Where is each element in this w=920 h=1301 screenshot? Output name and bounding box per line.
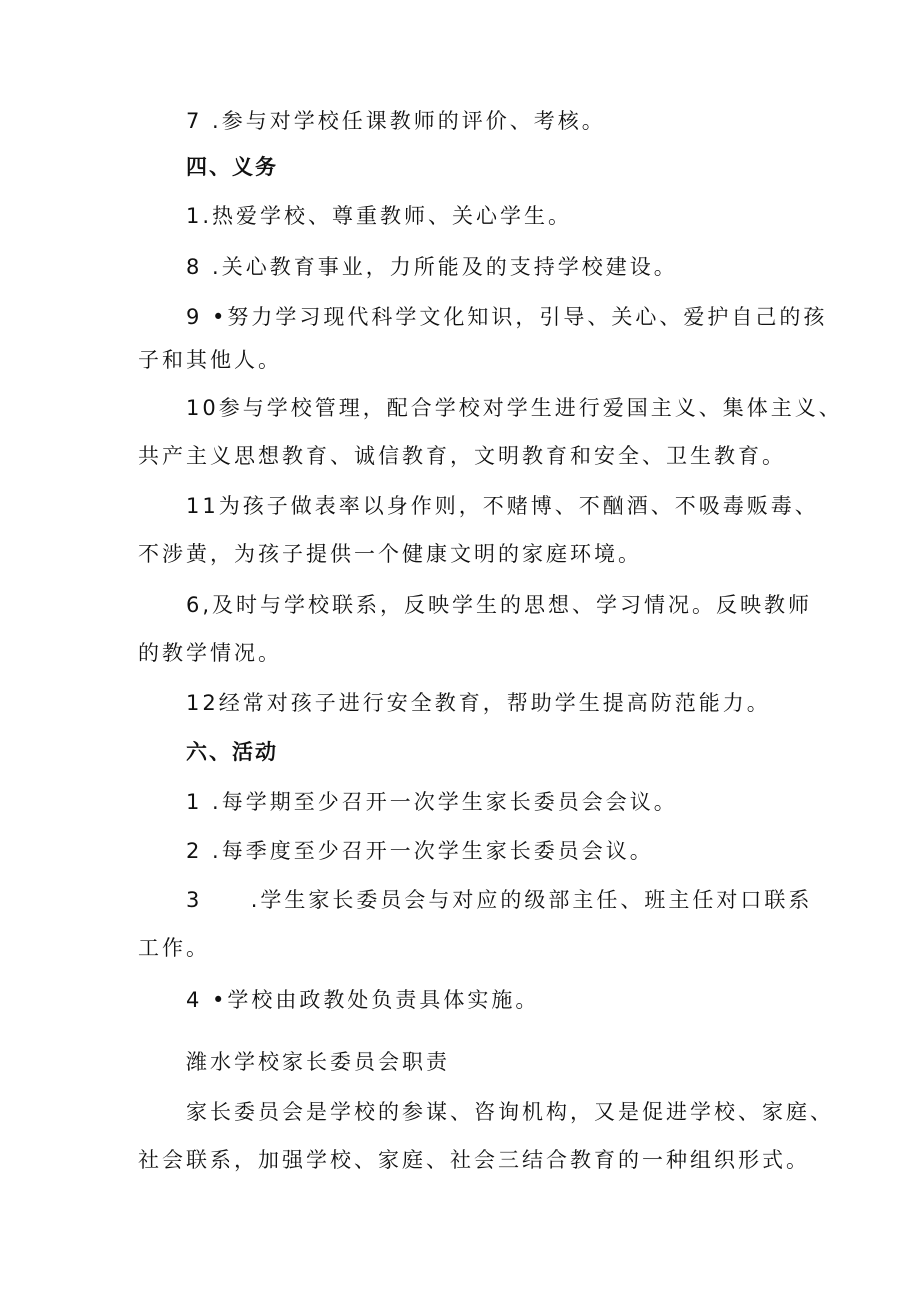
item-6-contact-school: 6,及时与学校联系，反映学生的思想、学习情况。反映教师: [186, 593, 813, 617]
item-7-evaluate-teachers: 7 .参与对学校任课教师的评价、考核。: [186, 109, 606, 133]
item-8-care-education: 8 .关心教育事业，力所能及的支持学校建设。: [186, 255, 678, 279]
item-9-study-knowledge: 9 •努力学习现代科学文化知识，引导、关心、爱护自己的孩: [186, 305, 828, 329]
item-11-continuation: 不涉黄，为孩子提供一个健康文明的家庭环境。: [138, 542, 642, 566]
activity-3-continuation: 工作。: [138, 936, 210, 960]
item-9-continuation: 子和其他人。: [138, 348, 282, 372]
section-title-committee-duties: 潍水学校家长委员会职责: [186, 1050, 450, 1074]
activity-1-semester-meeting: 1 .每学期至少召开一次学生家长委员会会议。: [186, 790, 678, 814]
item-11-role-model: 11为孩子做表率以身作则，不赌博、不酗酒、不吸毒贩毒、: [186, 494, 819, 518]
committee-description: 家长委员会是学校的参谋、咨询机构，又是促进学校、家庭、: [186, 1100, 834, 1124]
activity-2-quarterly-meeting: 2 .每季度至少召开一次学生家长委员会议。: [186, 839, 654, 863]
item-1-love-school: 1.热爱学校、尊重教师、关心学生。: [186, 204, 573, 228]
item-6-continuation: 的教学情况。: [138, 641, 282, 665]
section-heading-activities: 六、活动: [186, 740, 278, 764]
item-10-participate-management: 10参与学校管理，配合学校对学生进行爱国主义、集体主义、: [186, 396, 843, 420]
item-10-continuation: 共产主义思想教育、诚信教育，文明教育和安全、卫生教育。: [138, 444, 786, 468]
section-heading-obligations: 四、义务: [186, 155, 278, 179]
activity-3-liaison: 3 .学生家长委员会与对应的级部主任、班主任对口联系: [186, 888, 813, 912]
activity-4-implementation: 4 •学校由政教处负责具体实施。: [186, 988, 540, 1012]
committee-description-continuation: 社会联系，加强学校、家庭、社会三结合教育的一种组织形式。: [138, 1148, 810, 1172]
item-12-safety-education: 12经常对孩子进行安全教育，帮助学生提高防范能力。: [186, 691, 771, 715]
